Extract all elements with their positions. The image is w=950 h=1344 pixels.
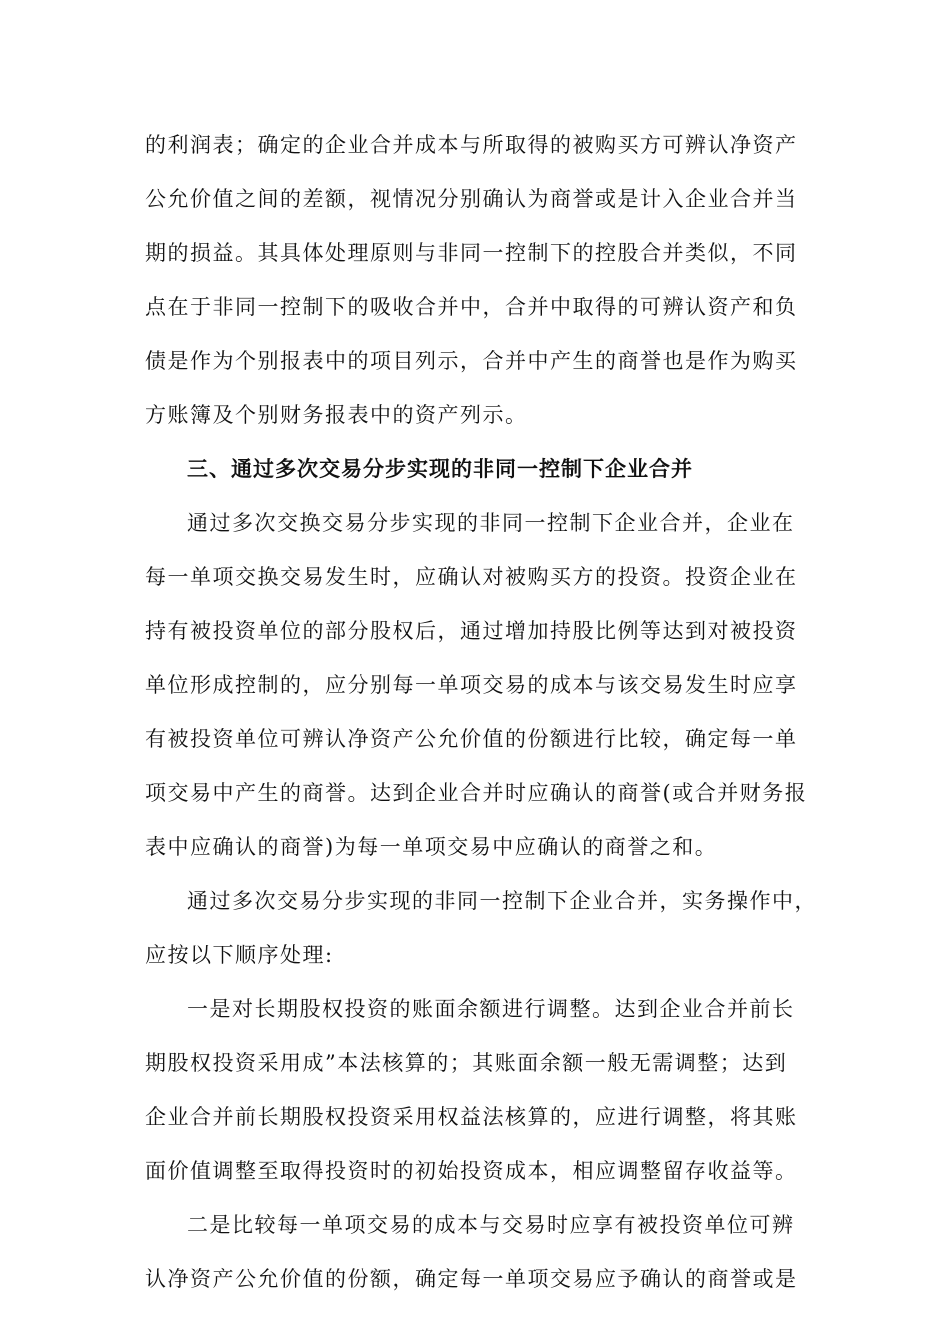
paragraph-line: 一是对长期股权投资的账面余额进行调整。达到企业合并前长 [187, 997, 795, 1021]
paragraph-line: 债是作为个别报表中的项目列示，合并中产生的商誉也是作为购买 [145, 349, 798, 373]
paragraph-line: 面价值调整至取得投资时的初始投资成本，相应调整留存收益等。 [145, 1159, 798, 1183]
paragraph-line: 应按以下顺序处理: [145, 943, 334, 967]
paragraph-line: 二是比较每一单项交易的成本与交易时应享有被投资单位可辨 [187, 1213, 795, 1237]
paragraph-line: 每一单项交换交易发生时，应确认对被购买方的投资。投资企业在 [145, 565, 798, 589]
paragraph-line: 项交易中产生的商誉。达到企业合并时应确认的商誉(或合并财务报 [145, 781, 808, 805]
paragraph-line: 点在于非同一控制下的吸收合并中，合并中取得的可辨认资产和负 [145, 295, 798, 319]
paragraph-line: 期股权投资采用成”本法核算的；其账面余额一般无需调整；达到 [145, 1051, 788, 1075]
paragraph-line: 期的损益。其具体处理原则与非同一控制下的控股合并类似，不同 [145, 241, 798, 265]
section-heading: 三、通过多次交易分步实现的非同一控制下企业合并 [187, 457, 693, 481]
paragraph-line: 持有被投资单位的部分股权后，通过增加持股比例等达到对被投资 [145, 619, 798, 643]
paragraph-line: 公允价值之间的差额，视情况分别确认为商誉或是计入企业合并当 [145, 187, 798, 211]
paragraph-line: 单位形成控制的，应分别每一单项交易的成本与该交易发生时应享 [145, 673, 798, 697]
paragraph-line: 通过多次交易分步实现的非同一控制下企业合并，实务操作中， [187, 889, 817, 913]
paragraph-line: 认净资产公允价值的份额，确定每一单项交易应予确认的商誉或是 [145, 1267, 798, 1291]
paragraph-line: 企业合并前长期股权投资采用权益法核算的，应进行调整，将其账 [145, 1105, 798, 1129]
paragraph-line: 方账簿及个别财务报表中的资产列示。 [145, 403, 528, 427]
paragraph-line: 有被投资单位可辨认净资产公允价值的份额进行比较，确定每一单 [145, 727, 798, 751]
paragraph-line: 通过多次交换交易分步实现的非同一控制下企业合并，企业在 [187, 511, 795, 535]
document-body [145, 118, 817, 1306]
paragraph-line: 的利润表；确定的企业合并成本与所取得的被购买方可辨认净资产 [145, 133, 798, 157]
paragraph-line: 表中应确认的商誉)为每一单项交易中应确认的商誉之和。 [145, 835, 718, 859]
